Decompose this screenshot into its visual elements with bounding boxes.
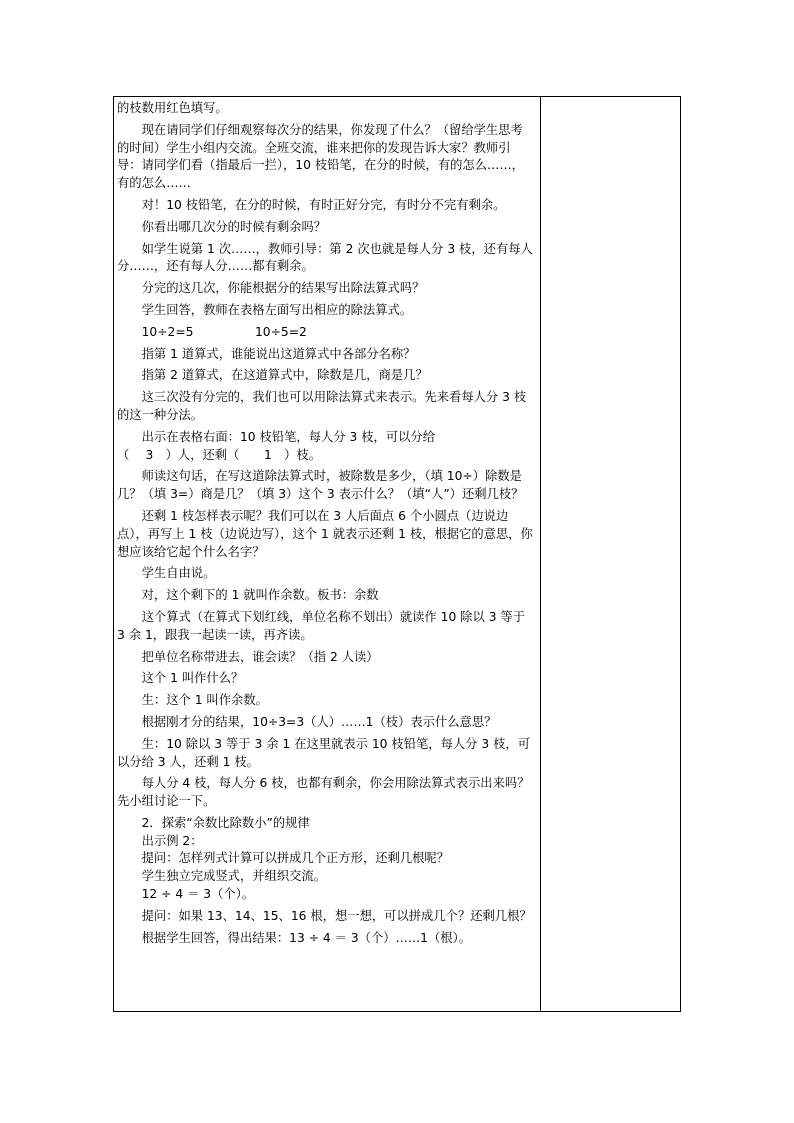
paragraph: 对！10 枝铅笔，在分的时候，有时正好分完，有时分不完有剩余。 [141, 197, 506, 212]
paragraph: 分完的这几次，你能根据分的结果写出除法算式吗？ [141, 281, 425, 296]
paragraph: 对，这个剩下的 1 就叫作余数。板书：余数 [141, 588, 379, 603]
paragraph: 这三次没有分完的，我们也可以用除法算式来表示。先来看每人分 3 枝的这一种分法。 [117, 390, 527, 422]
formula-line: 10÷2=5 10÷5=2 [141, 324, 307, 339]
paragraph: 这个 1 叫作什么？ [141, 671, 244, 686]
paragraph: 根据学生回答，得出结果：13 ÷ 4 ＝ 3（个）……1（根）。 [141, 930, 472, 945]
paragraph: 提问：如果 13、14、15、16 根，想一想，可以拼成几个？还剩几根？ [141, 908, 532, 923]
section-heading: 2．探索“余数比除数小”的规律 [141, 815, 310, 830]
paragraph: 生：这个 1 叫作余数。 [141, 693, 268, 708]
paragraph: 学生自由说。 [141, 566, 216, 581]
paragraph: 出示例 2： [141, 833, 203, 848]
formula-line: 12 ÷ 4 ＝ 3（个）。 [141, 887, 255, 902]
paragraph: 学生回答，教师在表格左面写出相应的除法算式。 [141, 302, 413, 317]
lesson-content-cell [117, 100, 535, 947]
table-column-divider [540, 96, 541, 1012]
paragraph: 生：10 除以 3 等于 3 余 1 在这里就表示 10 枝铅笔，每人分 3 枝，可以分给 3 人，还剩 1 枝。 [117, 736, 531, 769]
fill-in-line: （ 3 ）人，还剩（ 1 ）枝。 [117, 447, 322, 462]
paragraph: 指第 2 道算式，在这道算式中，除数是几，商是几？ [141, 368, 428, 383]
paragraph: 这个算式（在算式下划红线，单位名称不划出）就读作 10 除以 3 等于 3 余 1，跟我一起读一读，再齐读。 [117, 609, 526, 642]
paragraph: 如学生说第 1 次……，教师引导：第 2 次也就是每人分 3 枝，还有每人分……，还有每人分……都有剩余。 [117, 241, 533, 274]
paragraph: 把单位名称带进去，谁会读？（指 2 人读） [141, 649, 379, 664]
paragraph: 学生独立完成竖式，并组织交流。 [141, 869, 327, 884]
paragraph: 出示在表格右面：10 枝铅笔，每人分 3 枝，可以分给 [141, 429, 436, 444]
paragraph: 你看出哪几次分的时候有剩余吗？ [141, 219, 327, 234]
paragraph: 每人分 4 枝，每人分 6 枝，也都有剩余，你会用除法算式表示出来吗？先小组讨论一下。 [117, 776, 530, 809]
paragraph: 的枝数用红色填写。 [117, 101, 228, 115]
paragraph: 还剩 1 枝怎样表示呢？我们可以在 3 人后面点 6 个小圆点（边说边点），再写上 1 枝（边说边写），这个 1 就表示还剩 1 枝，根据它的意思，你想应该给它起个什么名字？ [117, 508, 533, 559]
paragraph: 根据刚才分的结果，10÷3=3（人）……1（枝）表示什么意思？ [141, 714, 497, 729]
paragraph: 现在请同学们仔细观察每次分的结果，你发现了什么？（留给学生思考的时间）学生小组内交流。全班交流，谁来把你的发现告诉大家？教师引导：请同学们看（指最后一拦），10 枝铅笔，在分的时候，有的怎么……，有的怎么…… [117, 122, 524, 191]
paragraph: 指第 1 道算式，谁能说出这道算式中各部分名称？ [141, 346, 416, 361]
paragraph: 提问：怎样列式计算可以拼成几个正方形，还剩几根呢？ [141, 851, 450, 866]
paragraph: 师读这句话，在写这道除法算式时，被除数是多少，（填 10÷）除数是几？（填 3=）商是几？（填 3）这个 3 表示什么？（填“人”）还剩几枝？ [117, 469, 524, 502]
